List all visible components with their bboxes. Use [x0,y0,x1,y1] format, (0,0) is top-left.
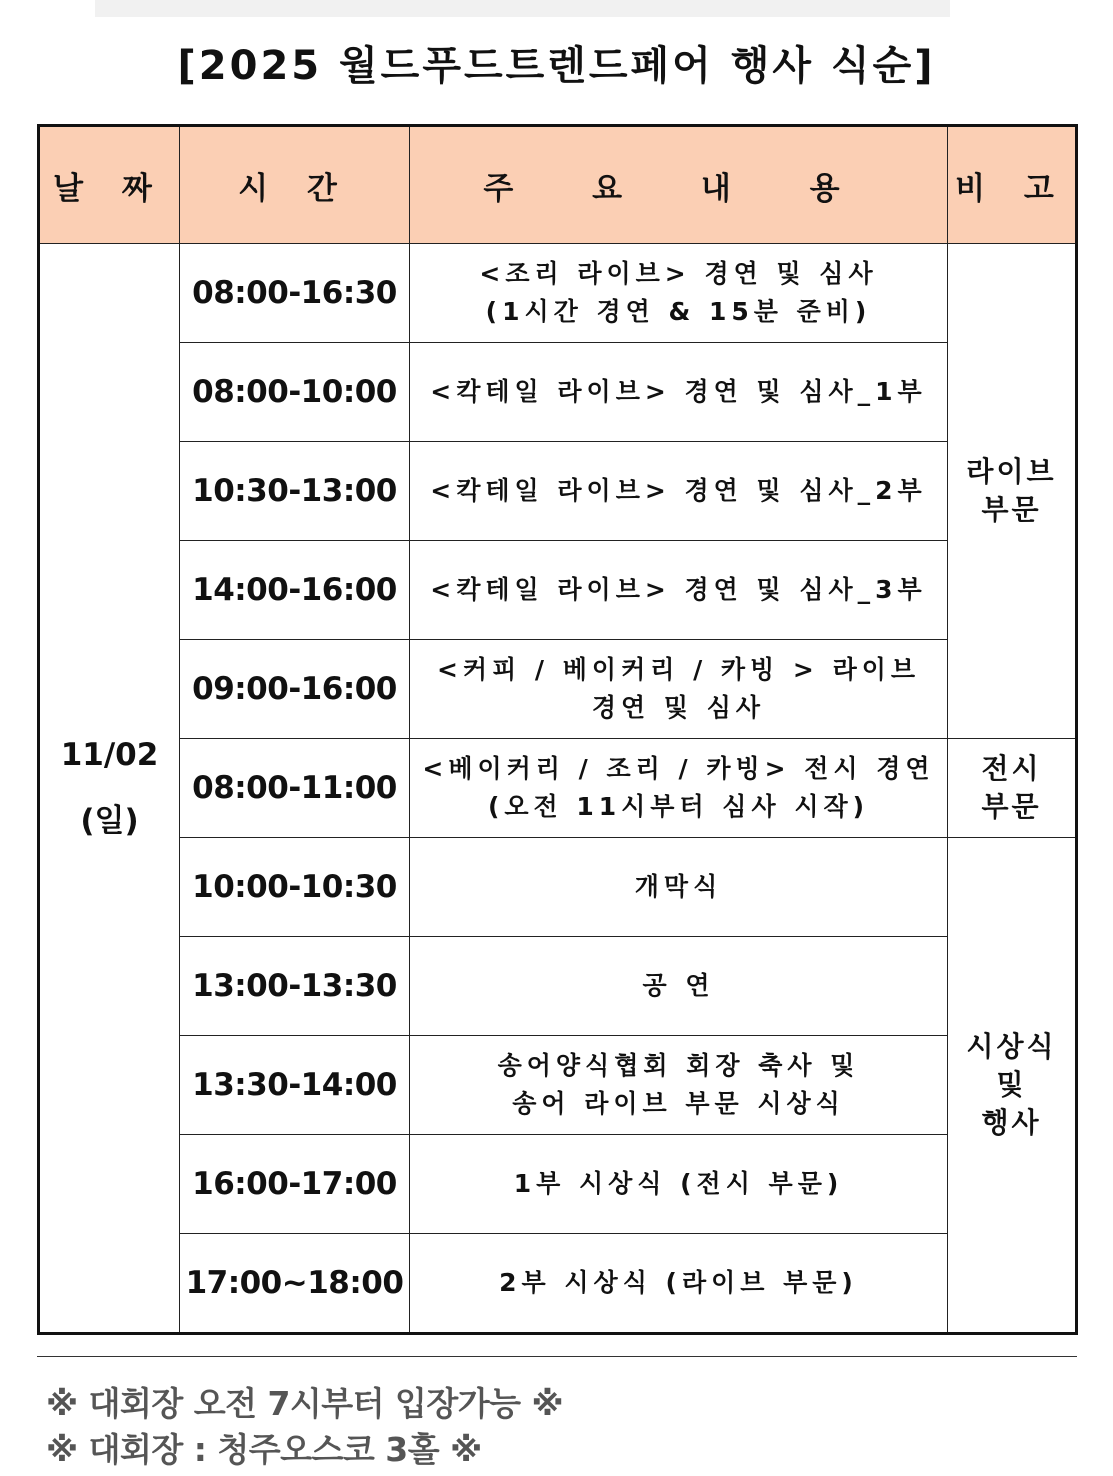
note-exhibit [948,739,1077,838]
table-row [39,838,1077,937]
page-title: [2025 월드푸드트렌드페어 행사 식순] [177,43,936,89]
header-row [39,126,1077,244]
time-cell: 13:00-13:30 [180,937,410,1036]
content-cell [410,1036,948,1135]
time-cell: 13:30-14:00 [180,1036,410,1135]
schedule-table [37,124,1078,1335]
note-line: 부문 [981,790,1042,823]
content-line: <커피 / 베이커리 / 카빙 > 라이브 [436,655,921,684]
content-line: <칵테일 라이브> 경연 및 심사_2부 [430,476,927,505]
content-cell [410,640,948,739]
content-cell [410,343,948,442]
note-line: 시상식 [966,1030,1057,1063]
content-cell [410,739,948,838]
time-cell: 08:00-10:00 [180,343,410,442]
time-cell: 10:00-10:30 [180,838,410,937]
content-subline: 경연 및 심사 [591,693,766,722]
content-cell [410,442,948,541]
note-line: 및 [996,1068,1027,1101]
content-subline: (1시간 경연 & 15분 준비) [485,297,872,326]
content-line: 1부 시상식 (전시 부문) [513,1169,844,1198]
table-row [39,937,1077,1036]
note-line: 부문 [981,493,1042,526]
header-time: 시 간 [180,126,410,244]
time-cell: 10:30-13:00 [180,442,410,541]
date-value: 11/02 [60,737,159,773]
footnote-entry-time: ※ 대회장 오전 7시부터 입장가능 ※ [46,1384,564,1423]
content-line: 2부 시상식 (라이브 부문) [499,1268,858,1297]
note-live [948,244,1077,739]
content-line: 공 연 [642,971,715,1000]
time-cell: 17:00~18:00 [180,1234,410,1334]
content-cell [410,838,948,937]
table-row [39,343,1077,442]
time-cell: 16:00-17:00 [180,1135,410,1234]
content-cell [410,244,948,343]
content-line: 송어양식협회 회장 축사 및 [497,1051,860,1080]
content-subline: 송어 라이브 부문 시상식 [512,1089,845,1118]
table-row [39,1036,1077,1135]
table-row [39,442,1077,541]
note-line: 라이브 [966,455,1057,488]
content-line: <베이커리 / 조리 / 카빙> 전시 경연 [422,754,935,783]
time-cell: 08:00-16:30 [180,244,410,343]
header-date: 날 짜 [39,126,180,244]
date-weekday: (일) [80,803,139,839]
header-content: 주 요 내 용 [410,126,948,244]
table-row [39,739,1077,838]
footnote-venue: ※ 대회장 : 청주오스코 3홀 ※ [46,1430,482,1469]
content-cell [410,1135,948,1234]
content-cell [410,1234,948,1334]
table-row [39,1234,1077,1334]
table-row [39,541,1077,640]
content-cell [410,541,948,640]
content-line: <칵테일 라이브> 경연 및 심사_1부 [430,377,927,406]
table-row [39,640,1077,739]
content-subline: (오전 11시부터 심사 시작) [487,792,870,821]
table-row [39,1135,1077,1234]
table-row [39,244,1077,343]
content-cell [410,937,948,1036]
content-line: <조리 라이브> 경연 및 심사 [479,259,878,288]
time-cell: 09:00-16:00 [180,640,410,739]
note-award [948,838,1077,1334]
content-line: <칵테일 라이브> 경연 및 심사_3부 [430,575,927,604]
note-line: 전시 [981,752,1042,785]
time-cell: 08:00-11:00 [180,739,410,838]
footer-divider [37,1356,1077,1357]
time-cell: 14:00-16:00 [180,541,410,640]
header-note: 비 고 [948,126,1077,244]
date-cell [39,244,180,1334]
note-line: 행사 [981,1106,1042,1139]
top-banner-strip [95,0,950,17]
content-line: 개막식 [634,872,723,901]
